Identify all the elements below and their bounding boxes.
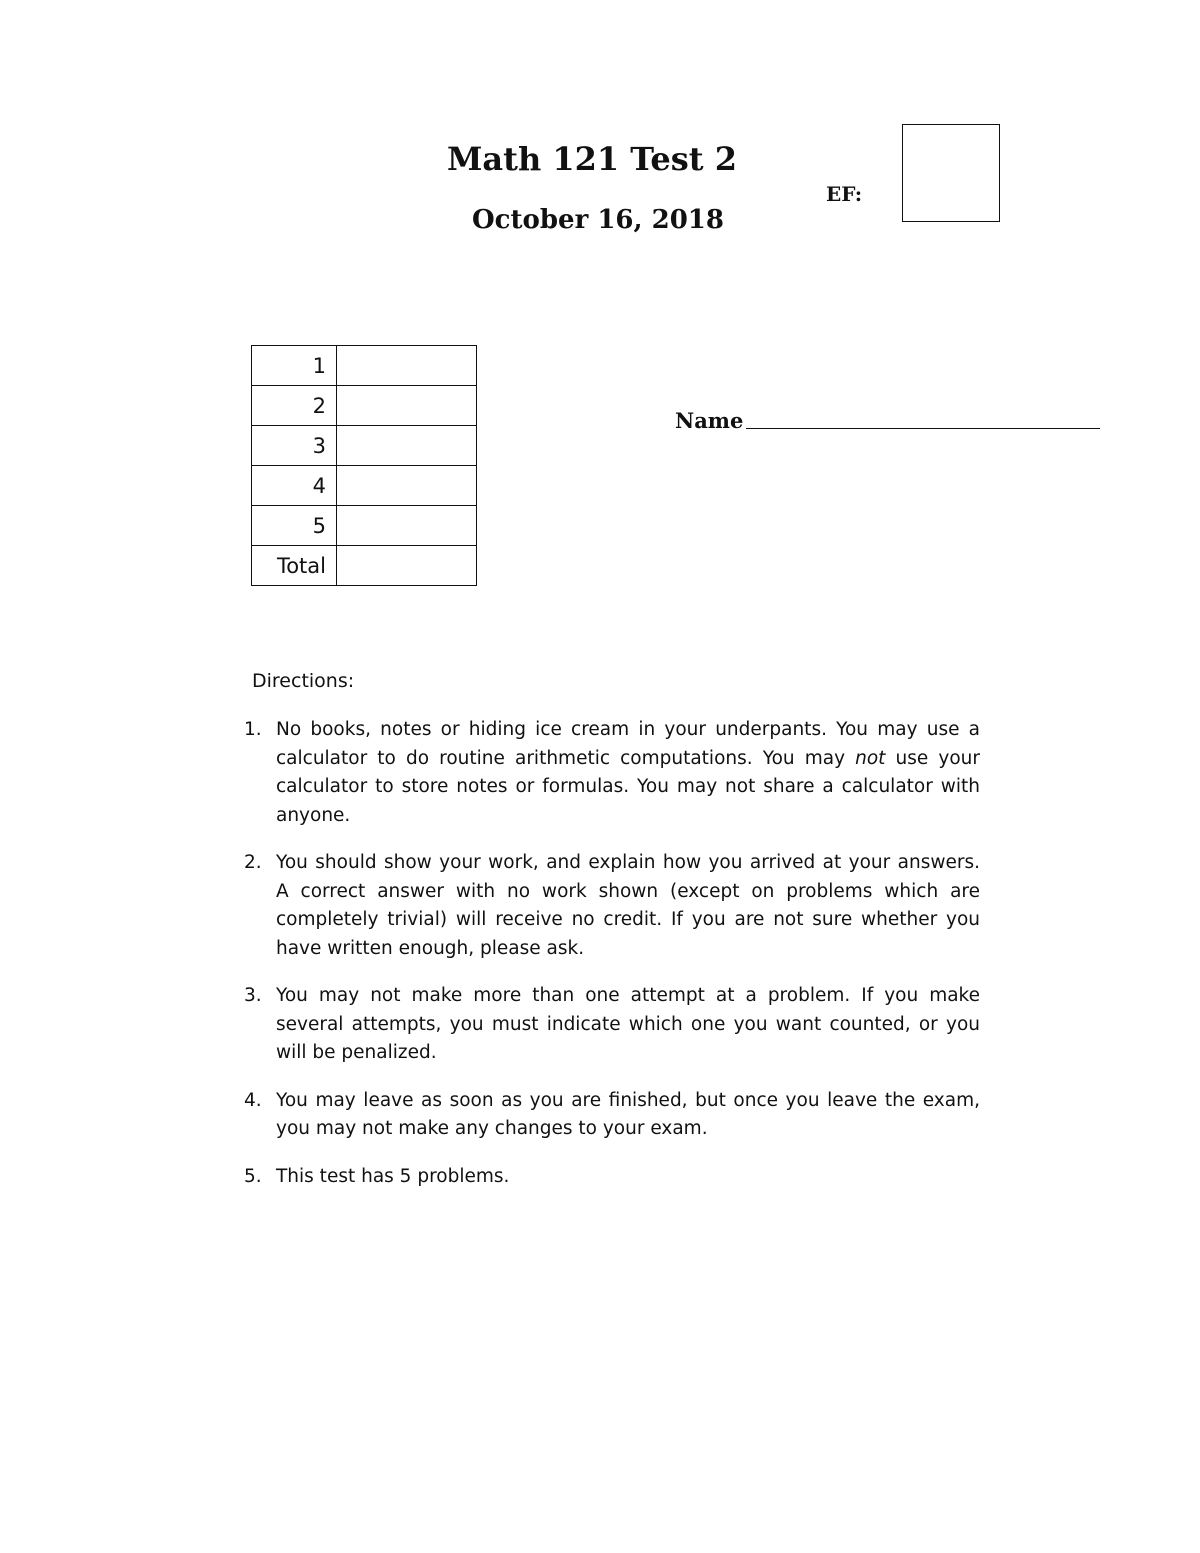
- list-item-text: This test has 5 problems.: [276, 1165, 510, 1187]
- score-total-cell[interactable]: [337, 546, 477, 586]
- score-row-label: 1: [252, 346, 337, 386]
- list-item: [244, 1163, 980, 1192]
- list-item-number: 1.: [244, 719, 262, 740]
- score-cell[interactable]: [337, 466, 477, 506]
- list-item-emphasis: not: [855, 747, 886, 769]
- score-cell[interactable]: [337, 386, 477, 426]
- list-item-text: You may not make more than one attempt at a problem. If you make several attempts, you must indicate which one you want counted, or you will be penalized.: [276, 985, 980, 1063]
- score-row: [252, 426, 477, 466]
- list-item-text: You should show your work, and explain how you arrived at your answers. A correct answer with no work shown (except on problems which are completely trivial) will receive no credit. If you are not sure whether you have written enough, please ask.: [276, 852, 980, 959]
- list-item: [244, 1087, 980, 1144]
- list-item-number: 5.: [244, 1165, 262, 1187]
- list-item-number: 4.: [244, 1089, 262, 1111]
- score-row-label: 4: [252, 466, 337, 506]
- exam-date: October 16, 2018: [472, 205, 724, 235]
- score-row-label: 5: [252, 506, 337, 546]
- list-item-text: No books, notes or hiding ice cream in your underpants. You may use a calculator to do routine arithmetic computations. You may: [276, 719, 980, 769]
- score-table: [251, 345, 477, 586]
- score-row-label: 2: [252, 386, 337, 426]
- list-item: [244, 716, 980, 830]
- score-row-label: Total: [252, 546, 337, 586]
- list-item-number: 2.: [244, 852, 262, 873]
- score-row: [252, 346, 477, 386]
- list-item-number: 3.: [244, 985, 262, 1006]
- score-row: [252, 386, 477, 426]
- ef-score-box[interactable]: [902, 124, 1000, 222]
- score-row: [252, 506, 477, 546]
- list-item-text: You may leave as soon as you are finished, but once you leave the exam, you may not make any changes to your exam.: [276, 1089, 980, 1139]
- directions-heading: Directions:: [252, 670, 355, 692]
- list-item: [244, 849, 980, 963]
- score-cell[interactable]: [337, 506, 477, 546]
- directions-list: [244, 716, 980, 1210]
- score-row-total: [252, 546, 477, 586]
- score-row: [252, 466, 477, 506]
- name-label: Name: [675, 408, 744, 433]
- score-cell[interactable]: [337, 346, 477, 386]
- ef-label: EF:: [826, 182, 863, 206]
- list-item: [244, 982, 980, 1068]
- name-input-line[interactable]: [746, 428, 1100, 429]
- page-title: Math 121 Test 2: [447, 140, 737, 178]
- list-item-text: use your calculator to store notes or formulas. You may not share a calculator with anyone.: [276, 747, 980, 826]
- score-cell[interactable]: [337, 426, 477, 466]
- score-row-label: 3: [252, 426, 337, 466]
